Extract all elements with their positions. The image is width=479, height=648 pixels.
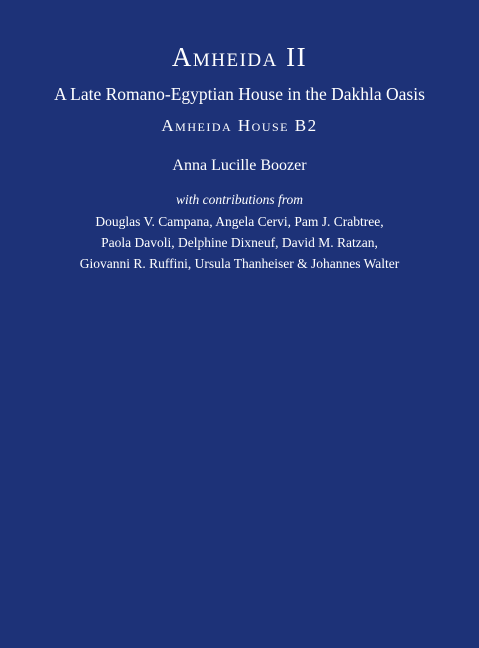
book-title: Amheida II (171, 42, 308, 72)
book-subtitle: A Late Romano-Egyptian House in the Dakhla Oasis (54, 84, 425, 104)
contributors-line: Giovanni R. Ruffini, Ursula Thanheiser & Johannes Walter (79, 256, 400, 271)
book-series: Amheida House B2 (161, 116, 318, 135)
contributors-line: Paola Davoli, Delphine Dixneuf, David M. Ratzan, (101, 235, 378, 250)
book-author: Anna Lucille Boozer (172, 157, 307, 174)
contributions-intro: with contributions from (175, 192, 303, 207)
contributors-line: Douglas V. Campana, Angela Cervi, Pam J. Crabtree, (95, 214, 384, 229)
